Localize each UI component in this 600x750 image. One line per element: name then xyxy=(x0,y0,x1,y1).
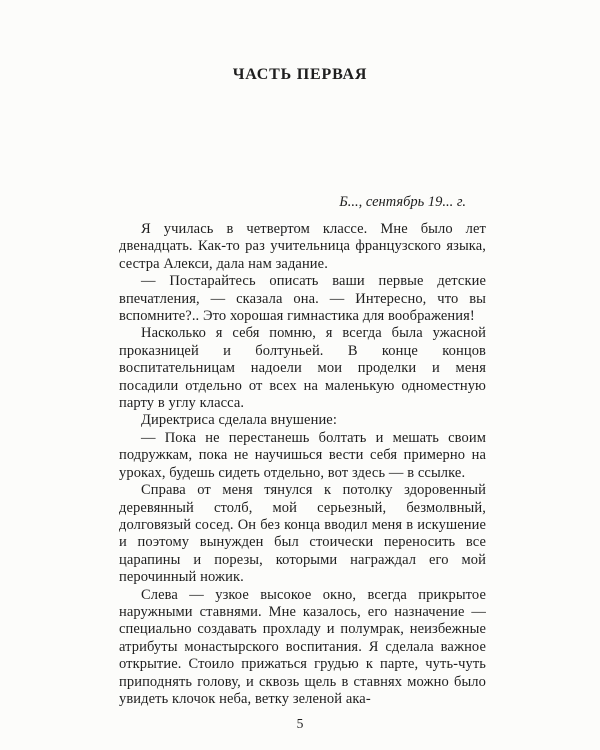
paragraph: — Пока не перестанешь болтать и мешать своим подружкам, пока не научишься вести себя примерно на уроках, будешь сидеть отдельно, вот здесь — в ссылке. xyxy=(119,429,486,481)
text-block xyxy=(119,221,486,708)
paragraph: Справа от меня тянулся к потолку здоровенный деревянный столб, мой серьезный, безмолвный, долговязый сосед. Он без конца вводил меня в искушение и поэтому вынужден был стоически переносить все царапины и порезы, которыми награждал его мой перочинный ножик. xyxy=(119,482,486,586)
paragraph: Насколько я себя помню, я всегда была ужасной проказницей и болтуньей. В конце концов воспитательницам надоели мои проделки и меня посадили отдельно от всех на маленькую одноместную парту в углу класса. xyxy=(119,325,486,412)
chapter-heading: ЧАСТЬ ПЕРВАЯ xyxy=(232,66,368,83)
paragraph: Директриса сделала внушение: xyxy=(141,412,337,429)
page-number: 5 xyxy=(296,716,304,731)
paragraph: Я училась в четвертом классе. Мне было лет двенадцать. Как-то раз учительница французского языка, сестра Алекси, дала нам задание. xyxy=(119,221,486,272)
dateline: Б..., сентябрь 19... г. xyxy=(339,194,466,210)
paragraph: — Постарайтесь описать ваши первые детские впечатления, — сказала она. — Интересно, что вы вспомните?.. Это хорошая гимнастика для воображения! xyxy=(119,273,486,325)
paragraph: Слева — узкое высокое окно, всегда прикрытое наружными ставнями. Мне казалось, его назначение — специально создавать прохладу и полумрак, неизбежные атрибуты монастырского воспитания. Я сделала важное открытие. Стоило прижаться грудью к парте, чуть-чуть приподнять голову, и сквозь щель в ставнях можно было увидеть клочок неба, ветку зеленой ака- xyxy=(119,586,486,707)
